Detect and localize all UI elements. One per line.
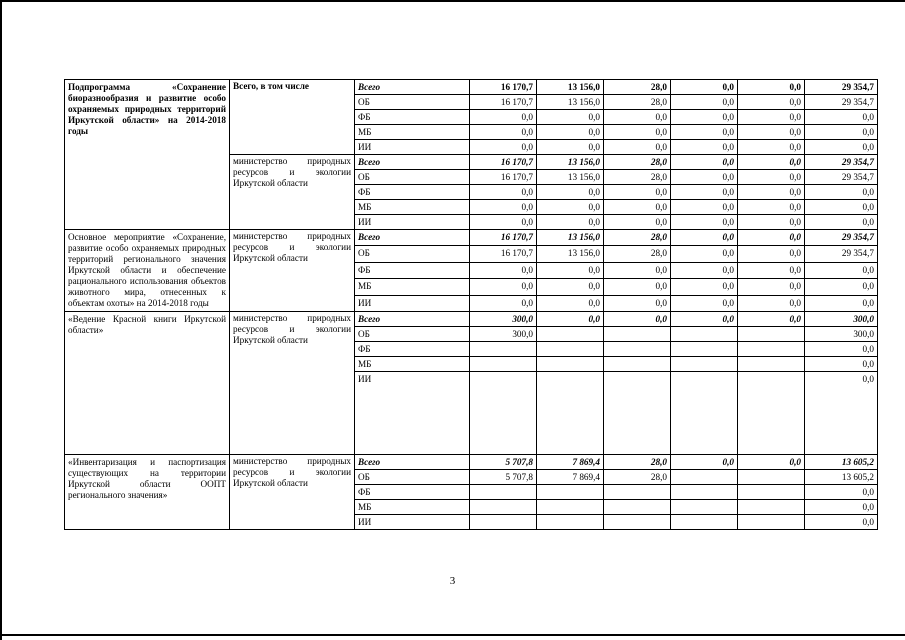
amount-cell: 5 707,8 <box>470 470 537 485</box>
amount-cell: 16 170,7 <box>470 155 537 170</box>
amount-cell: 0,0 <box>604 140 671 155</box>
amount-cell: 0,0 <box>470 110 537 125</box>
amount-cell <box>470 342 537 357</box>
amount-cell: 0,0 <box>738 155 805 170</box>
funding-source-cell: ФБ <box>355 110 470 125</box>
amount-cell: 0,0 <box>671 295 738 311</box>
amount-cell: 13 156,0 <box>537 80 604 95</box>
total-amount-cell: 0,0 <box>805 185 878 200</box>
amount-cell <box>604 327 671 342</box>
amount-cell: 0,0 <box>470 279 537 295</box>
funding-source-cell: МБ <box>355 357 470 372</box>
funding-source-cell: ИИ <box>355 372 470 455</box>
amount-cell: 0,0 <box>671 185 738 200</box>
amount-cell: 0,0 <box>604 295 671 311</box>
total-amount-cell: 300,0 <box>805 327 878 342</box>
amount-cell <box>738 357 805 372</box>
amount-cell: 0,0 <box>671 110 738 125</box>
amount-cell: 0,0 <box>738 455 805 470</box>
amount-cell: 0,0 <box>671 215 738 230</box>
amount-cell <box>537 372 604 455</box>
funding-source-cell: МБ <box>355 279 470 295</box>
funding-source-cell: ОБ <box>355 246 470 262</box>
amount-cell: 0,0 <box>470 200 537 215</box>
total-amount-cell: 0,0 <box>805 200 878 215</box>
amount-cell <box>537 357 604 372</box>
amount-cell: 0,0 <box>604 110 671 125</box>
program-name-cell: «Инвентаризация и паспортизация существующих на территории Иркутской области ООПТ регионального значения» <box>65 455 230 530</box>
executor-cell: министерство природных ресурсов и экологии Иркутской области <box>230 455 355 530</box>
amount-cell: 13 156,0 <box>537 230 604 246</box>
amount-cell: 0,0 <box>537 200 604 215</box>
amount-cell: 0,0 <box>671 246 738 262</box>
amount-cell: 0,0 <box>671 125 738 140</box>
total-amount-cell: 0,0 <box>805 295 878 311</box>
amount-cell <box>470 515 537 530</box>
funding-source-cell: ФБ <box>355 262 470 278</box>
amount-cell <box>671 515 738 530</box>
amount-cell: 0,0 <box>537 215 604 230</box>
amount-cell: 0,0 <box>604 262 671 278</box>
amount-cell: 0,0 <box>738 80 805 95</box>
funding-source-cell: МБ <box>355 200 470 215</box>
funding-source-cell: ОБ <box>355 170 470 185</box>
total-amount-cell: 0,0 <box>805 262 878 278</box>
executor-cell: министерство природных ресурсов и экологии Иркутской области <box>230 155 355 230</box>
amount-cell <box>537 500 604 515</box>
amount-cell: 0,0 <box>537 312 604 327</box>
amount-cell: 300,0 <box>470 327 537 342</box>
scan-border-top <box>0 0 905 2</box>
amount-cell: 0,0 <box>537 262 604 278</box>
funding-source-cell: Всего <box>355 155 470 170</box>
amount-cell <box>537 342 604 357</box>
amount-cell: 0,0 <box>738 125 805 140</box>
amount-cell <box>470 357 537 372</box>
amount-cell: 16 170,7 <box>470 170 537 185</box>
total-amount-cell: 29 354,7 <box>805 230 878 246</box>
total-amount-cell: 13 605,2 <box>805 455 878 470</box>
amount-cell: 0,0 <box>671 455 738 470</box>
amount-cell <box>738 485 805 500</box>
amount-cell: 0,0 <box>604 215 671 230</box>
amount-cell <box>738 327 805 342</box>
total-amount-cell: 29 354,7 <box>805 95 878 110</box>
amount-cell: 13 156,0 <box>537 95 604 110</box>
amount-cell: 0,0 <box>671 230 738 246</box>
amount-cell: 0,0 <box>470 140 537 155</box>
amount-cell: 28,0 <box>604 80 671 95</box>
scan-border-left <box>0 0 2 640</box>
program-name-cell: Подпрограмма «Сохранение биоразнообразия и развитие особо охраняемых природных территорий Иркутской области» на 2014-2018 годы <box>65 80 230 230</box>
amount-cell: 0,0 <box>671 279 738 295</box>
amount-cell: 0,0 <box>671 200 738 215</box>
amount-cell: 0,0 <box>470 215 537 230</box>
amount-cell <box>604 500 671 515</box>
amount-cell <box>604 357 671 372</box>
total-amount-cell: 0,0 <box>805 140 878 155</box>
total-amount-cell: 29 354,7 <box>805 246 878 262</box>
total-amount-cell: 0,0 <box>805 342 878 357</box>
amount-cell: 0,0 <box>470 185 537 200</box>
amount-cell: 0,0 <box>738 295 805 311</box>
amount-cell: 28,0 <box>604 470 671 485</box>
total-amount-cell: 29 354,7 <box>805 170 878 185</box>
amount-cell: 16 170,7 <box>470 80 537 95</box>
amount-cell: 0,0 <box>537 110 604 125</box>
amount-cell: 0,0 <box>537 140 604 155</box>
amount-cell <box>738 342 805 357</box>
amount-cell: 0,0 <box>738 110 805 125</box>
amount-cell: 13 156,0 <box>537 170 604 185</box>
table-row <box>65 230 878 246</box>
amount-cell: 28,0 <box>604 95 671 110</box>
amount-cell: 13 156,0 <box>537 246 604 262</box>
amount-cell: 0,0 <box>604 312 671 327</box>
amount-cell: 0,0 <box>537 279 604 295</box>
funding-source-cell: ФБ <box>355 342 470 357</box>
amount-cell: 0,0 <box>537 125 604 140</box>
table-row <box>65 312 878 327</box>
amount-cell: 28,0 <box>604 155 671 170</box>
amount-cell: 0,0 <box>671 262 738 278</box>
amount-cell <box>537 515 604 530</box>
amount-cell <box>537 485 604 500</box>
amount-cell: 0,0 <box>470 295 537 311</box>
table-row <box>65 455 878 470</box>
scan-border-bottom <box>0 634 905 636</box>
total-amount-cell: 29 354,7 <box>805 155 878 170</box>
total-amount-cell: 0,0 <box>805 372 878 455</box>
amount-cell: 0,0 <box>604 200 671 215</box>
amount-cell <box>604 515 671 530</box>
amount-cell <box>738 470 805 485</box>
funding-source-cell: Всего <box>355 455 470 470</box>
funding-source-cell: ФБ <box>355 485 470 500</box>
funding-source-cell: Всего <box>355 80 470 95</box>
amount-cell: 0,0 <box>738 230 805 246</box>
program-name-cell: Основное мероприятие «Сохранение, развитие особо охраняемых природных территорий регионального значения Иркутской области и обеспечение рационального использования объектов животного мира, отнесенных к объектам охоты» на 2014-2018 годы <box>65 230 230 312</box>
amount-cell: 0,0 <box>671 155 738 170</box>
amount-cell: 7 869,4 <box>537 470 604 485</box>
amount-cell: 13 156,0 <box>537 155 604 170</box>
amount-cell: 0,0 <box>671 80 738 95</box>
amount-cell <box>671 342 738 357</box>
funding-source-cell: ИИ <box>355 515 470 530</box>
amount-cell: 0,0 <box>738 185 805 200</box>
amount-cell: 16 170,7 <box>470 230 537 246</box>
amount-cell: 28,0 <box>604 230 671 246</box>
amount-cell <box>671 372 738 455</box>
funding-source-cell: Всего <box>355 312 470 327</box>
amount-cell: 16 170,7 <box>470 246 537 262</box>
amount-cell: 0,0 <box>738 200 805 215</box>
amount-cell: 0,0 <box>537 185 604 200</box>
amount-cell: 0,0 <box>671 170 738 185</box>
funding-source-cell: ОБ <box>355 327 470 342</box>
amount-cell: 7 869,4 <box>537 455 604 470</box>
amount-cell: 0,0 <box>738 262 805 278</box>
funding-source-cell: ИИ <box>355 215 470 230</box>
amount-cell: 0,0 <box>671 312 738 327</box>
amount-cell: 0,0 <box>470 262 537 278</box>
amount-cell <box>671 327 738 342</box>
total-amount-cell: 300,0 <box>805 312 878 327</box>
amount-cell <box>604 485 671 500</box>
amount-cell: 0,0 <box>604 125 671 140</box>
funding-source-cell: Всего <box>355 230 470 246</box>
table-row <box>65 80 878 95</box>
funding-source-cell: ИИ <box>355 295 470 311</box>
executor-cell: министерство природных ресурсов и экологии Иркутской области <box>230 312 355 455</box>
amount-cell: 0,0 <box>738 279 805 295</box>
total-amount-cell: 0,0 <box>805 110 878 125</box>
amount-cell: 300,0 <box>470 312 537 327</box>
amount-cell: 0,0 <box>738 95 805 110</box>
amount-cell: 0,0 <box>604 185 671 200</box>
amount-cell <box>738 515 805 530</box>
amount-cell <box>470 372 537 455</box>
total-amount-cell: 0,0 <box>805 215 878 230</box>
amount-cell <box>738 500 805 515</box>
total-amount-cell: 0,0 <box>805 357 878 372</box>
program-name-cell: «Ведение Красной книги Иркутской области» <box>65 312 230 455</box>
funding-table <box>64 79 878 530</box>
amount-cell <box>604 342 671 357</box>
funding-source-cell: ИИ <box>355 140 470 155</box>
total-amount-cell: 0,0 <box>805 515 878 530</box>
amount-cell: 0,0 <box>738 215 805 230</box>
funding-source-cell: МБ <box>355 125 470 140</box>
amount-cell: 5 707,8 <box>470 455 537 470</box>
amount-cell: 0,0 <box>537 295 604 311</box>
funding-source-cell: ОБ <box>355 470 470 485</box>
executor-cell: министерство природных ресурсов и экологии Иркутской области <box>230 230 355 312</box>
amount-cell: 28,0 <box>604 455 671 470</box>
amount-cell: 0,0 <box>738 140 805 155</box>
amount-cell: 0,0 <box>738 312 805 327</box>
amount-cell <box>671 357 738 372</box>
total-amount-cell: 29 354,7 <box>805 80 878 95</box>
page-number: 3 <box>449 575 456 587</box>
amount-cell <box>671 500 738 515</box>
total-amount-cell: 0,0 <box>805 279 878 295</box>
amount-cell <box>671 470 738 485</box>
amount-cell <box>604 372 671 455</box>
amount-cell <box>738 372 805 455</box>
total-amount-cell: 13 605,2 <box>805 470 878 485</box>
amount-cell: 16 170,7 <box>470 95 537 110</box>
total-amount-cell: 0,0 <box>805 125 878 140</box>
executor-cell: Всего, в том числе <box>230 80 355 155</box>
amount-cell: 0,0 <box>671 140 738 155</box>
total-amount-cell: 0,0 <box>805 500 878 515</box>
amount-cell <box>470 500 537 515</box>
funding-source-cell: МБ <box>355 500 470 515</box>
amount-cell: 28,0 <box>604 246 671 262</box>
funding-source-cell: ОБ <box>355 95 470 110</box>
amount-cell: 0,0 <box>470 125 537 140</box>
amount-cell: 0,0 <box>738 170 805 185</box>
total-amount-cell: 0,0 <box>805 485 878 500</box>
amount-cell: 0,0 <box>604 279 671 295</box>
amount-cell: 0,0 <box>738 246 805 262</box>
amount-cell: 0,0 <box>671 95 738 110</box>
amount-cell <box>671 485 738 500</box>
amount-cell <box>470 485 537 500</box>
amount-cell <box>537 327 604 342</box>
funding-source-cell: ФБ <box>355 185 470 200</box>
amount-cell: 28,0 <box>604 170 671 185</box>
